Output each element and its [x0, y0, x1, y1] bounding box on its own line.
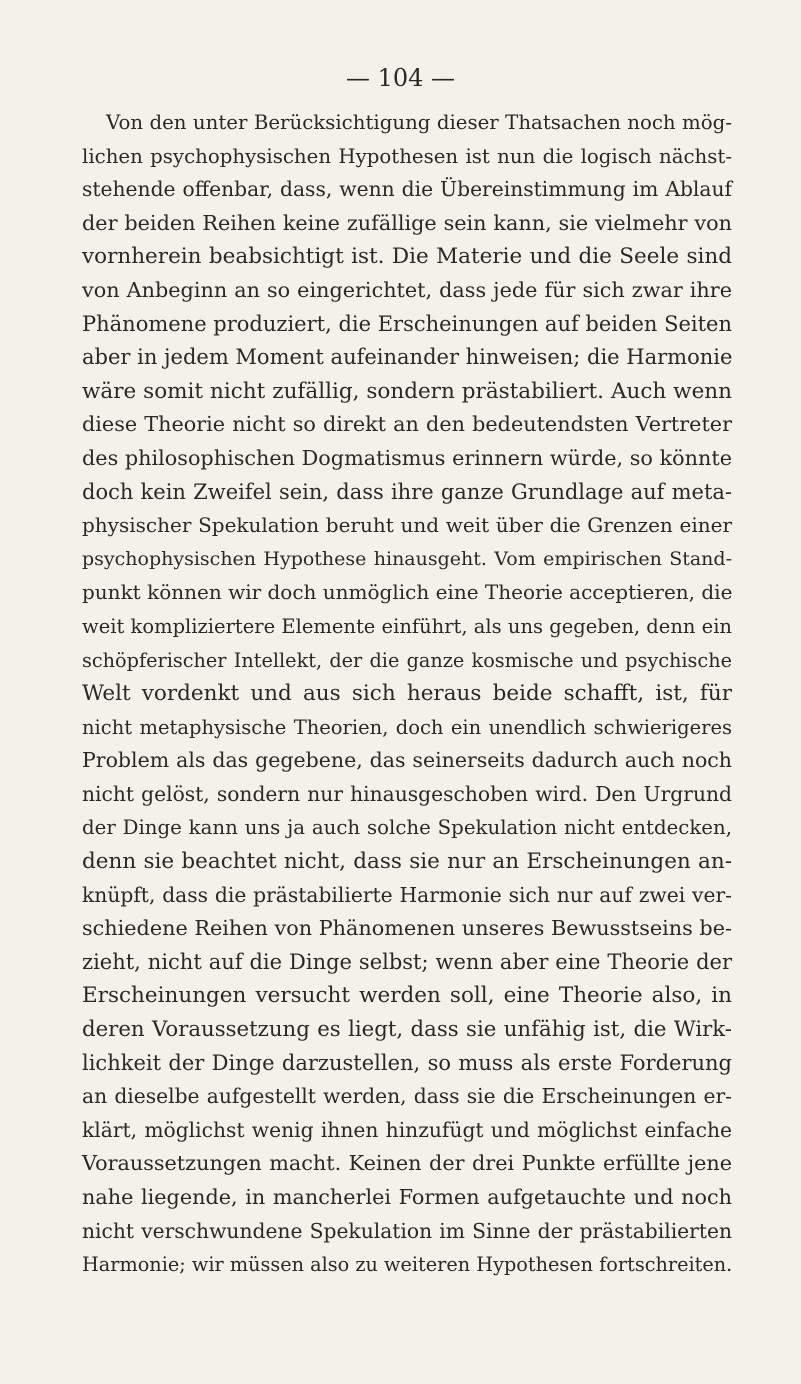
text-line: zieht, nicht auf die Dinge selbst; wenn aber eine Theorie der — [82, 949, 732, 974]
text-line: vornherein beabsichtigt ist. Die Materie und die Seele sind — [82, 244, 732, 270]
text-line: Phänomene produziert, die Erscheinungen auf beiden Seiten — [82, 311, 732, 336]
text-line: nahe liegende, in mancherlei Formen aufgetauchte und noch — [82, 1185, 732, 1209]
text-line: der beiden Reihen keine zufällige sein kann, sie vielmehr von — [82, 210, 732, 235]
text-line: Voraussetzungen macht. Keinen der drei Punkte erfüllte jene — [82, 1151, 732, 1176]
text-line: nicht verschwundene Spekulation im Sinne der prästabilierten — [82, 1218, 732, 1243]
text-line: schiedene Reihen von Phänomenen unseres Bewusstseins be- — [82, 916, 732, 941]
text-line: diese Theorie nicht so direkt an den bedeutendsten Vertreter — [82, 412, 732, 437]
text-line: aber in jedem Moment aufeinander hinweisen; die Harmonie — [82, 345, 733, 370]
text-line: von Anbeginn an so eingerichtet, dass jede für sich zwar ihre — [82, 277, 732, 302]
text-line: der Dinge kann uns ja auch solche Spekulation nicht entdecken, — [82, 816, 732, 840]
text-line: Harmonie; wir müssen also zu weiteren Hypothesen fortschreiten. — [82, 1253, 733, 1277]
text-line: nicht metaphysische Theorien, doch ein unendlich schwierigeres — [82, 715, 732, 739]
text-line: Problem als das gegebene, das seinerseits dadurch auch noch — [82, 748, 732, 773]
text-line: lichen psychophysischen Hypothesen ist nun die logisch nächst- — [82, 144, 732, 168]
text-line: stehende offenbar, dass, wenn die Übereinstimmung im Ablauf — [82, 177, 732, 202]
text-line: punkt können wir doch unmöglich eine Theorie acceptieren, die — [82, 580, 733, 605]
text-line: knüpft, dass die prästabilierte Harmonie sich nur auf zwei ver- — [82, 882, 732, 907]
text-line: Welt vordenkt und aus sich heraus beide schafft, ist, für — [82, 681, 732, 707]
text-line: schöpferischer Intellekt, der die ganze kosmische und psychische — [82, 648, 732, 672]
text-line: weit kompliziertere Elemente einführt, als uns gegeben, denn ein — [82, 614, 732, 638]
text-line: lichkeit der Dinge darzustellen, so muss als erste Forderung — [82, 1050, 732, 1075]
text-line: denn sie beachtet nicht, dass sie nur an Erscheinungen an- — [82, 849, 732, 875]
text-line: wäre somit nicht zufällig, sondern prästabiliert. Auch wenn — [82, 378, 732, 404]
text-line: Erscheinungen versucht werden soll, eine Theorie also, in — [82, 983, 732, 1009]
text-line: physischer Spekulation beruht und weit über die Grenzen einer — [82, 513, 732, 538]
text-line: doch kein Zweifel sein, dass ihre ganze Grundlage auf meta- — [82, 479, 732, 504]
page-number: — 104 — — [345, 64, 456, 92]
body-text — [82, 106, 732, 1282]
text-line: nicht gelöst, sondern nur hinausgeschoben wird. Den Urgrund — [82, 781, 732, 806]
text-line: des philosophischen Dogmatismus erinnern würde, so könnte — [82, 445, 732, 470]
text-line: psychophysischen Hypothese hinausgeht. Vom empirischen Stand- — [82, 547, 732, 570]
text-line: deren Voraussetzung es liegt, dass sie unfähig ist, die Wirk- — [82, 1017, 732, 1043]
text-line: an dieselbe aufgestellt werden, dass sie die Erscheinungen er- — [82, 1084, 732, 1109]
text-line: Von den unter Berücksichtigung dieser Thatsachen noch mög- — [106, 111, 732, 134]
text-line: klärt, möglichst wenig ihnen hinzufügt und möglichst einfache — [82, 1117, 732, 1142]
